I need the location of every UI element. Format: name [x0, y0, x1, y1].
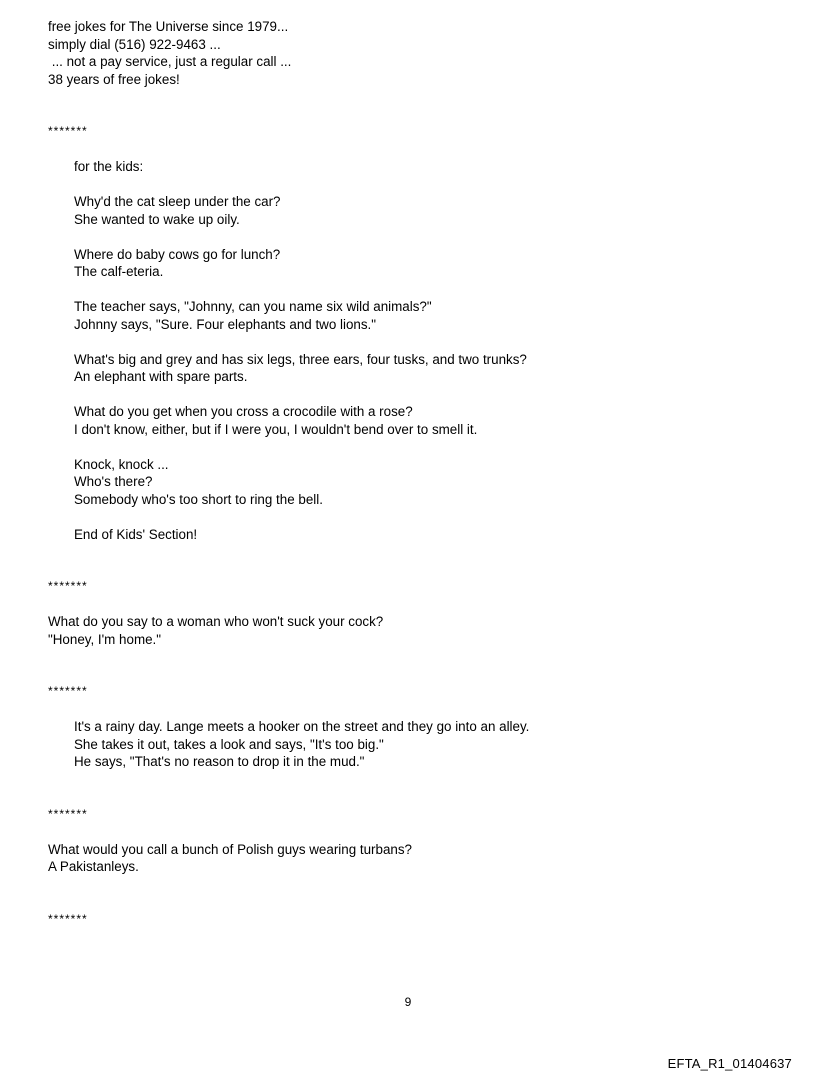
joke-block — [48, 718, 788, 771]
joke-line: It's a rainy day. Lange meets a hooker on the street and they go into an alley. — [74, 719, 530, 734]
joke-line: She wanted to wake up oily. — [74, 211, 240, 227]
separator: ******* — [48, 124, 88, 138]
separator: ******* — [48, 684, 88, 698]
joke-line: The calf-eteria. — [74, 264, 164, 279]
kids-section — [48, 158, 788, 543]
joke-line: What do you say to a woman who won't suck your cock? — [48, 614, 384, 629]
header-line: free jokes for The Universe since 1979... — [48, 19, 289, 34]
page-number: 9 — [404, 995, 412, 1009]
joke-line: She takes it out, takes a look and says, "It's too big." — [74, 736, 384, 752]
joke-line: Why'd the cat sleep under the car? — [74, 194, 281, 209]
header-block — [48, 18, 788, 88]
separator: ******* — [48, 806, 88, 821]
joke-block — [48, 613, 788, 648]
joke-line: A Pakistanleys. — [48, 859, 139, 874]
joke-line: "Honey, I'm home." — [48, 631, 162, 647]
document-id: EFTA_R1_01404637 — [667, 1056, 792, 1071]
joke-line: Who's there? — [74, 474, 153, 489]
joke-line: The teacher says, "Johnny, can you name six wild animals?" — [74, 299, 432, 314]
header-line: 38 years of free jokes! — [48, 71, 180, 87]
header-line: simply dial (516) 922-9463 ... — [48, 36, 221, 52]
header-line: ... not a pay service, just a regular call ... — [48, 54, 292, 69]
joke-line: What do you get when you cross a crocodile with a rose? — [74, 404, 413, 419]
joke-line: Somebody who's too short to ring the bell. — [74, 491, 323, 507]
joke-block — [48, 841, 788, 876]
document-body — [48, 18, 788, 928]
joke-line: Where do baby cows go for lunch? — [74, 246, 281, 262]
separator: ******* — [48, 911, 88, 926]
joke-line: What's big and grey and has six legs, three ears, four tusks, and two trunks? — [74, 351, 527, 367]
separator: ******* — [48, 579, 88, 593]
joke-line: What would you call a bunch of Polish guys wearing turbans? — [48, 841, 412, 857]
kids-section-outro: End of Kids' Section! — [74, 526, 198, 542]
joke-line: An elephant with spare parts. — [74, 369, 248, 384]
joke-line: Knock, knock ... — [74, 456, 169, 472]
joke-line: I don't know, either, but if I were you, I wouldn't bend over to smell it. — [74, 421, 478, 437]
joke-line: Johnny says, "Sure. Four elephants and two lions." — [74, 316, 377, 332]
joke-line: He says, "That's no reason to drop it in the mud." — [74, 754, 365, 769]
kids-section-intro: for the kids: — [74, 159, 144, 174]
